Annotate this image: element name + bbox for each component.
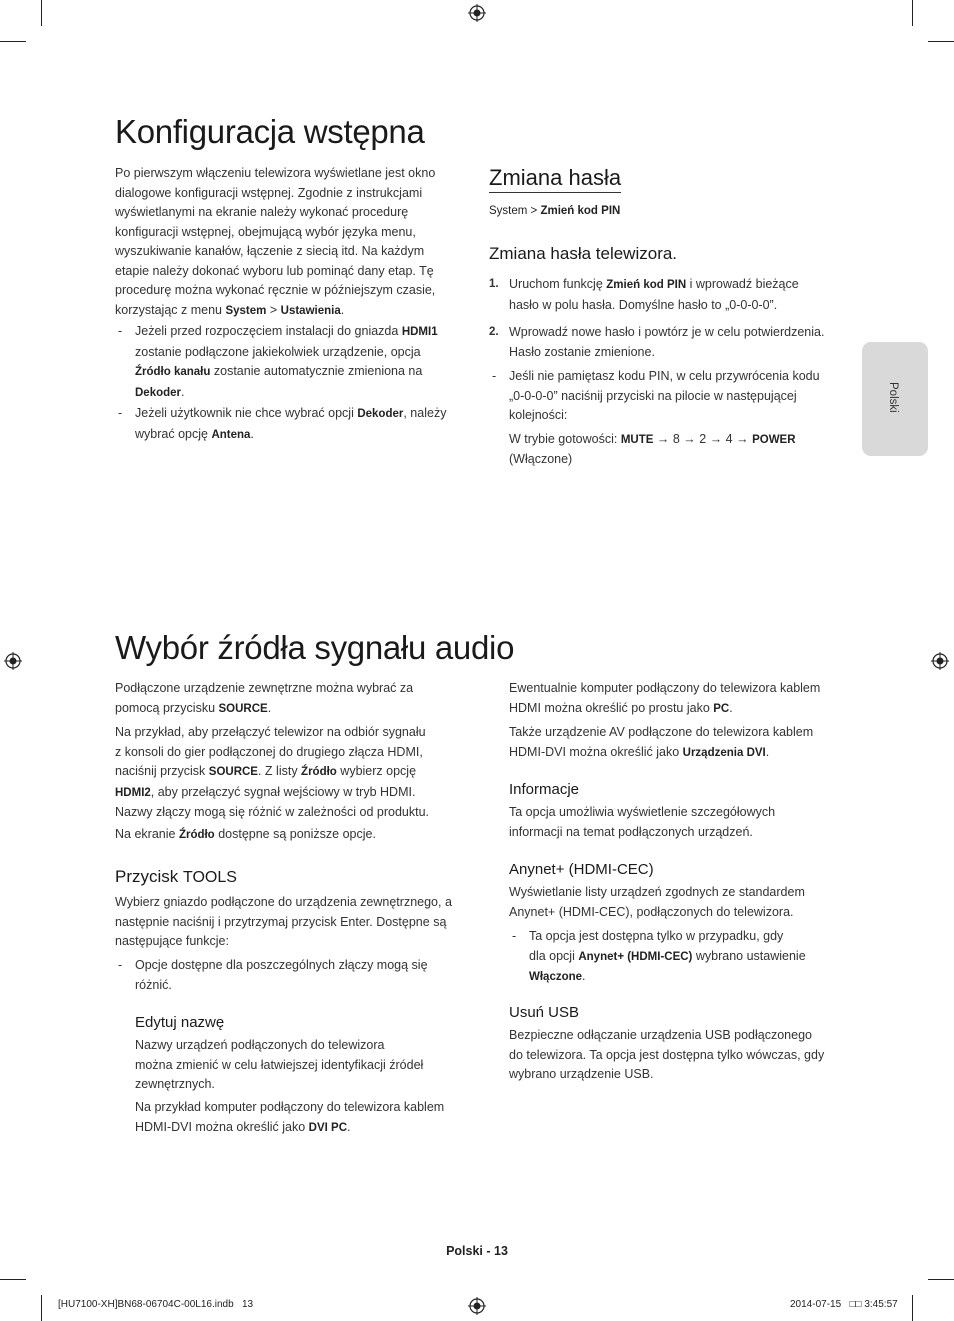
intro-paragraph: Po pierwszym włączeniu telewizora wyświetlane jest okno dialogowe konfiguracji wstępnej. Zgodnie z instrukcjami wyświetlanymi na ekranie należy wykonać procedurę konfiguracji wstępnej, obejmującą wybór języka menu, wyszukiwanie kanałów, łączenie z siecią itd. Na każdym etapie należy dokonać wyboru lub pominąć dany etap. Tę procedurę można wykonać ręcznie w późniejszym czasie, korzystając z menu System > Ustawienia. bbox=[115, 166, 436, 317]
rename-paragraph-1: Nazwy urządzeń podłączonych do telewizora można zmienić w celu łatwiejszej identyfikacji źródeł zewnętrznych. bbox=[135, 1038, 424, 1091]
subtitle-change-password: Zmiana hasła telewizora. bbox=[489, 244, 678, 263]
file-info: [HU7100-XH]BN68-06704C-00L16.indb 13 bbox=[58, 1299, 254, 1310]
pc-paragraph: Ewentualnie komputer podłączony do telewizora kablem HDMI można określić po prostu jako PC. bbox=[509, 681, 821, 715]
section-title-audio-source: Wybór źródła sygnału audio bbox=[115, 629, 515, 666]
registration-mark-icon bbox=[468, 1297, 486, 1315]
rename-paragraph-2: Na przykład komputer podłączony do telewizora kablem HDMI-DVI można określić jako DVI PC. bbox=[135, 1100, 445, 1134]
subtitle-remove-usb: Usuń USB bbox=[509, 1004, 580, 1021]
tools-note: - Opcje dostępne dla poszczególnych złączy mogą się różnić. bbox=[118, 958, 428, 992]
anynet-paragraph: Wyświetlanie listy urządzeń zgodnych ze standardem Anynet+ (HDMI-CEC), podłączonych do telewizora. bbox=[509, 885, 805, 919]
subtitle-rename: Edytuj nazwę bbox=[135, 1014, 225, 1031]
anynet-note: - Ta opcja jest dostępna tylko w przypadku, gdy dla opcji Anynet+ (HDMI-CEC) wybrano ustawienie Włączone. bbox=[512, 929, 806, 983]
page-title: Konfiguracja wstępna bbox=[115, 113, 425, 150]
av-paragraph: Także urządzenie AV podłączone do telewizora kablem HDMI-DVI można określić jako Urządzenia DVI. bbox=[509, 725, 814, 759]
source-paragraph-2: Na przykład, aby przełączyć telewizor na odbiór sygnału z konsoli do gier podłączonej do drugiego złącza HDMI, naciśnij przycisk SOURCE. Z listy Źródło wybierz opcję HDMI2, aby przełączyć sygnał wejściowy w tryb HDMI. Nazwy złączy mogą się różnić w zależności od produktu. bbox=[115, 725, 430, 819]
usb-paragraph: Bezpieczne odłączanie urządzenia USB podłączonego do telewizora. Ta opcja jest dostępna tylko wówczas, gdy wybrano urządzenie USB. bbox=[509, 1028, 825, 1081]
print-date: 2014-07-15 □□ 3:45:57 bbox=[790, 1299, 898, 1310]
note-decoder: - Jeżeli użytkownik nie chce wybrać opcji Dekoder, należy wybrać opcję Antena. bbox=[118, 406, 447, 441]
source-paragraph-1: Podłączone urządzenie zewnętrzne można wybrać za pomocą przycisku SOURCE. bbox=[115, 681, 414, 715]
note-pin-reset: - Jeśli nie pamiętasz kodu PIN, w celu przywrócenia kodu „0-0-0-0” naciśnij przyciski na pilocie w następującej kolejności: W trybie gotowości: MUTE → 8 → 2 → 4 → POWER (Włączone) bbox=[492, 369, 820, 466]
note-hdmi1: - Jeżeli przed rozpoczęciem instalacji do gniazda HDMI1 zostanie podłączone jakiekolwiek urządzenie, opcja Źródło kanału zostanie automatycznie zmieniona na Dekoder. bbox=[118, 324, 438, 399]
subtitle-tools: Przycisk TOOLS bbox=[115, 867, 237, 886]
language-side-tab: Polski bbox=[862, 342, 928, 456]
menu-path: System > Zmień kod PIN bbox=[489, 205, 621, 217]
registration-mark-icon bbox=[468, 4, 486, 22]
subtitle-information: Informacje bbox=[509, 781, 580, 798]
tools-paragraph: Wybierz gniazdo podłączone do urządzenia zewnętrznego, a następnie naciśnij i przytrzymaj przycisk Enter. Dostępne są następujące funkcje: bbox=[115, 895, 452, 948]
step-2: 2. Wprowadź nowe hasło i powtórz je w celu potwierdzenia. Hasło zostanie zmienione. bbox=[489, 325, 825, 359]
step-1: 1. Uruchom funkcję Zmień kod PIN i wprowadź bieżące hasło w polu hasła. Domyślne hasło to „0-0-0-0”. bbox=[489, 277, 799, 312]
information-paragraph: Ta opcja umożliwia wyświetlenie szczegółowych informacji na temat podłączonych urządzeń. bbox=[509, 805, 776, 839]
page-number: Polski - 13 bbox=[446, 1244, 508, 1258]
registration-mark-icon bbox=[4, 652, 22, 670]
subtitle-anynet: Anynet+ (HDMI-CEC) bbox=[509, 861, 654, 878]
registration-mark-icon bbox=[931, 652, 949, 670]
section-title-password: Zmiana hasła bbox=[489, 165, 621, 193]
source-paragraph-3: Na ekranie Źródło dostępne są poniższe opcje. bbox=[115, 827, 376, 841]
